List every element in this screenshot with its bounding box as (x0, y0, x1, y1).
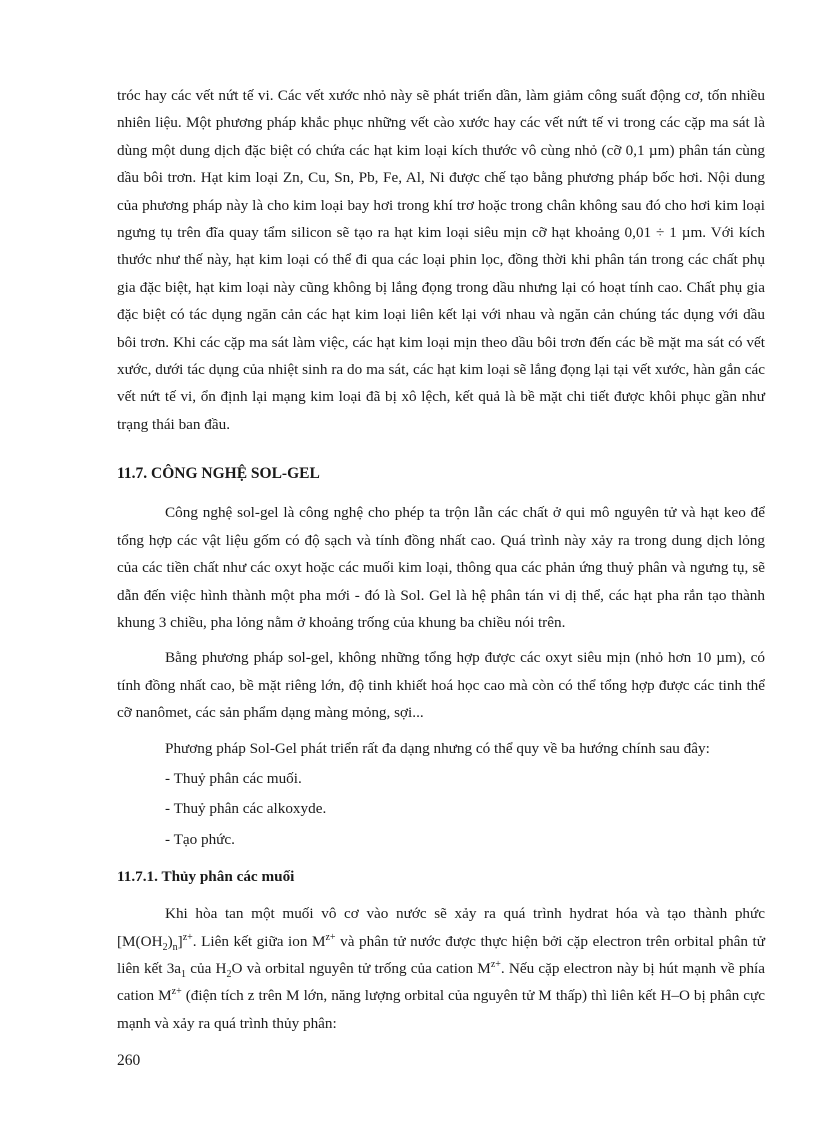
page-body (117, 82, 765, 1037)
method-list (117, 765, 765, 853)
subsection-heading: 11.7.1. Thủy phân các muối (117, 868, 295, 886)
paragraph-hydrolysis: Khi hòa tan một muối vô cơ vào nước sẽ xảy ra quá trình hydrat hóa và tạo thành phức $[M(OH_2)_n]^{z+}$. Liên kết giữa ion $M^{z+}$ và phân tử nước được thực hiện bởi cặp electron trên orbital phân tử liên kết $3a_1$ của $H_2O$ và orbital nguyên tử trống của cation $M^{z+}$. Nếu cặp electron này bị hút mạnh về phía cation $M^{z+}$ (điện tích z trên M lớn, năng lượng orbital của nguyên tử M thấp) thì liên kết H–O bị phân cực mạnh và xảy ra quá trình thủy phân: (117, 905, 766, 1032)
paragraph-sol-gel-directions: Phương pháp Sol-Gel phát triển rất đa dạng nhưng có thể quy về ba hướng chính sau đây: (165, 739, 710, 757)
paragraph-intro: tróc hay các vết nứt tế vi. Các vết xước nhỏ này sẽ phát triển dần, làm giảm công suất động cơ, tốn nhiều nhiên liệu. Một phương pháp khắc phục những vết cào xước hay các vết nứt tế vi trong các cặp ma sát là dùng một dung dịch đặc biệt có chứa các hạt kim loại kích thước vô cùng nhỏ (cỡ 0,1 µm) phân tán cùng dầu bôi trơn. Hạt kim loại Zn, Cu, Sn, Pb, Fe, Al, Ni được chế tạo bằng phương pháp bốc hơi. Nội dung của phương pháp này là cho kim loại bay hơi trong khí trơ hoặc trong chân không sau đó cho hơi kim loại ngưng tụ trên đĩa quay tẩm silicon sẽ tạo ra hạt kim loại siêu mịn cỡ hạt khoảng 0,01 ÷ 1 µm. Với kích thước như thế này, hạt kim loại có thể đi qua các loại phin lọc, đồng thời khi phân tán trong các chất phụ gia đặc biệt, hạt kim loại này cũng không bị lắng đọng trong dầu nhưng lại có hoạt tính cao. Chất phụ gia đặc biệt có tác dụng ngăn cản các hạt kim loại liên kết lại với nhau và ngăn cản chúng tác dụng với dầu bôi trơn. Khi các cặp ma sát làm việc, các hạt kim loại mịn theo dầu bôi trơn đến các bề mặt ma sát có vết xước, dưới tác dụng của nhiệt sinh ra do ma sát, các hạt kim loại sẽ lắng đọng lại tại vết xước, hàn gắn các vết nứt tế vi, ổn định lại mạng kim loại đã bị xô lệch, kết quả là bề mặt chi tiết được khôi phục gần như trạng thái ban đầu. (117, 87, 765, 433)
list-item: - Tạo phức. (165, 830, 235, 848)
section-heading: 11.7. CÔNG NGHỆ SOL-GEL (117, 465, 320, 483)
list-item: - Thuỷ phân các alkoxyde. (165, 800, 327, 818)
paragraph-sol-gel-advantages: Bằng phương pháp sol-gel, không những tổng hợp được các oxyt siêu mịn (nhỏ hơn 10 µm), có tính đồng nhất cao, bề mặt riêng lớn, độ tinh khiết hoá học cao mà còn có thể tổng hợp được các tinh thể cỡ nanômet, các sản phẩm dạng màng mỏng, sợi... (117, 649, 765, 722)
list-item: - Thuỷ phân các muối. (165, 769, 302, 787)
paragraph-sol-gel-definition: Công nghệ sol-gel là công nghệ cho phép ta trộn lẫn các chất ở qui mô nguyên tử và hạt keo để tổng hợp các vật liệu gốm có độ sạch và tính đồng nhất cao. Quá trình này xảy ra trong dung dịch lỏng của các tiền chất như các oxyt hoặc các muối kim loại, thông qua các phản ứng thuỷ phân và ngưng tụ, sẽ dẫn đến việc hình thành một pha mới - đó là Sol. Gel là hệ phân tán vi dị thể, các hạt pha rắn tạo thành khung 3 chiều, pha lỏng nằm ở khoảng trống của khung ba chiều nói trên. (117, 504, 765, 631)
page-number: 260 (117, 1052, 141, 1069)
